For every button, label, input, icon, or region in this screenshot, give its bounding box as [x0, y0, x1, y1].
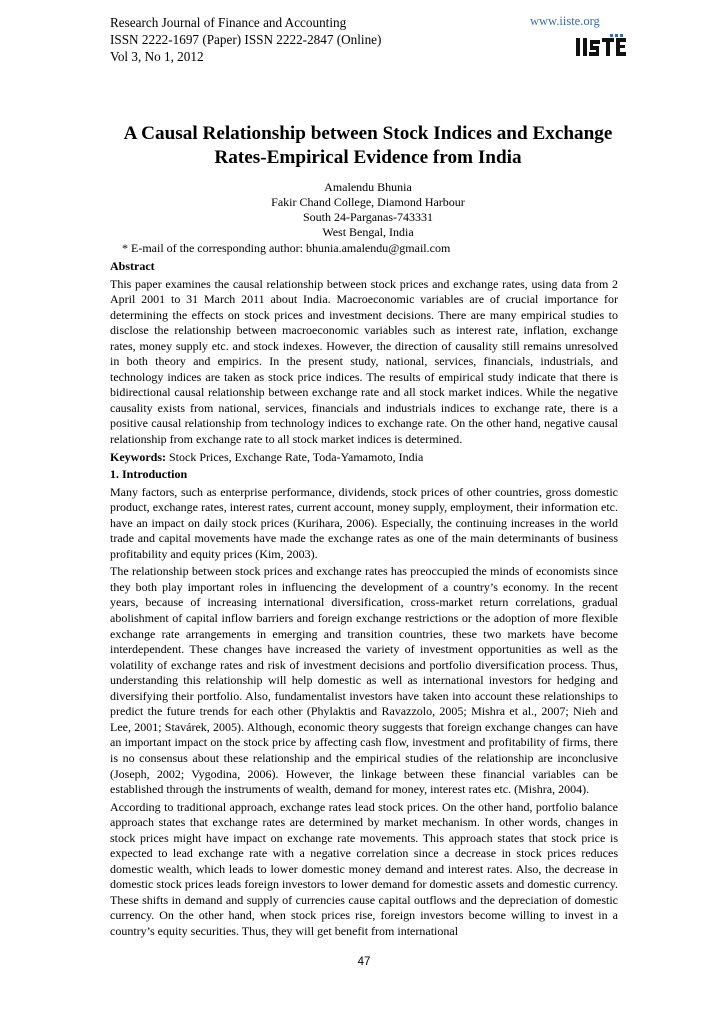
keywords-label: Keywords: — [110, 449, 166, 464]
journal-header — [110, 14, 381, 65]
introduction-heading: 1. Introduction — [110, 467, 188, 482]
paper-body — [110, 259, 618, 940]
title-line-2: Rates-Empirical Evidence from India — [214, 147, 522, 168]
author-district: South 24-Parganas-743331 — [302, 210, 434, 224]
journal-name: Research Journal of Finance and Accounting — [110, 15, 347, 30]
page-number: 47 — [357, 956, 371, 968]
journal-issn: ISSN 2222-1697 (Paper) ISSN 2222-2847 (Online) — [110, 32, 382, 47]
intro-paragraph-3: According to traditional approach, exchange rates lead stock prices. On the other hand, portfolio balance approach states that exchange rates are determined by market mechanism. In other words, changes in stock prices might have impact on exchange rate movements. This approach states that stock price is expected to lead exchange rate with a negative correlation since a decrease in stock prices reduces domestic wealth, which leads to lower domestic money demand and interest rates. Also, the decrease in domestic stock prices leads foreign investors to lower demand for domestic assets and domestic currency. These shifts in demand and supply of currencies cause capital outflows and the depreciation of domestic currency. On the other hand, when stock prices rise, foreign investors become willing to invest in a country’s equity securities. Thus, they will get benefit from international — [110, 799, 618, 938]
paper-title — [108, 122, 628, 170]
author-email: * E-mail of the corresponding author: bhunia.amalendu@gmail.com — [122, 241, 451, 255]
journal-volume: Vol 3, No 1, 2012 — [110, 49, 204, 64]
author-state: West Bengal, India — [322, 225, 414, 239]
keywords — [110, 450, 618, 466]
abstract-heading: Abstract — [110, 259, 155, 273]
title-line-1: A Causal Relationship between Stock Indices and Exchange — [123, 123, 613, 144]
keywords-text: Stock Prices, Exchange Rate, Toda-Yamamoto, India — [169, 449, 424, 464]
journal-url[interactable]: www.iiste.org — [530, 14, 600, 28]
iiste-logo — [574, 34, 630, 62]
author-block — [108, 180, 628, 240]
author-college: Fakir Chand College, Diamond Harbour — [271, 195, 465, 209]
intro-paragraph-2: The relationship between stock prices and exchange rates has preoccupied the minds of economists since they both play important roles in influencing the development of a country’s economy. In the recent years, because of increasing international diversification, cross-market return correlations, gradual abolishment of capital inflow barriers and foreign exchange restrictions or the adoption of more flexible exchange rate arrangements in emerging and transition countries, these two markets have become interdependent. These changes have increased the variety of investment opportunities as well as the volatility of exchange rates and risk of investment decisions and portfolio diversification process. Thus, understanding this relationship will help domestic as well as international investors for hedging and diversifying their portfolio. Also, fundamentalist investors have taken into account these relationships to predict the future trends for each other (Phylaktis and Ravazzolo, 2005; Mishra et al., 2007; Nieh and Lee, 2001; Stavárek, 2005). Although, economic theory suggests that foreign exchange changes can have an important impact on the stock price by affecting cash flow, investment and profitability of firms, there is no consensus about these relationship and the empirical studies of the relationship are inconclusive (Joseph, 2002; Vygodina, 2006). However, the linkage between these financial variables can be established through the instruments of wealth, demand for money, interest rates etc. (Mishra, 2004). — [110, 564, 618, 797]
author-name: Amalendu Bhunia — [324, 180, 412, 194]
abstract-text: This paper examines the causal relationship between stock prices and exchange rates, using data from 2 April 2001 to 31 March 2011 about India. Macroeconomic variables are of crucial importance for determining the effects on stock prices and investment decisions. There are many empirical studies to disclose the relationship between macroeconomic variables such as interest rate, inflation, exchange rates, money supply etc. and stock indexes. However, the direction of causality still remains unresolved in both theory and empirics. In the present study, national, services, financials, industrials, and technology indices are taken as stock price indices. The results of empirical study indicate that there is bidirectional causal relationship between exchange rate and all stock market indices. While the negative causality exists from national, services, financials and industrials indices to exchange rate, there is a positive causal relationship from technology indices to exchange rate. On the other hand, negative causal relationship from exchange rate to all stock market indices is determined. — [110, 276, 618, 447]
intro-paragraph-1: Many factors, such as enterprise performance, dividends, stock prices of other countries, gross domestic product, exchange rates, interest rates, current account, money supply, employment, their information etc. have an impact on daily stock prices (Kurihara, 2006). Especially, the continuing increases in the world trade and capital movements have made the exchange rates as one of the main determinants of business profitability and equity prices (Kim, 2003). — [110, 484, 618, 561]
